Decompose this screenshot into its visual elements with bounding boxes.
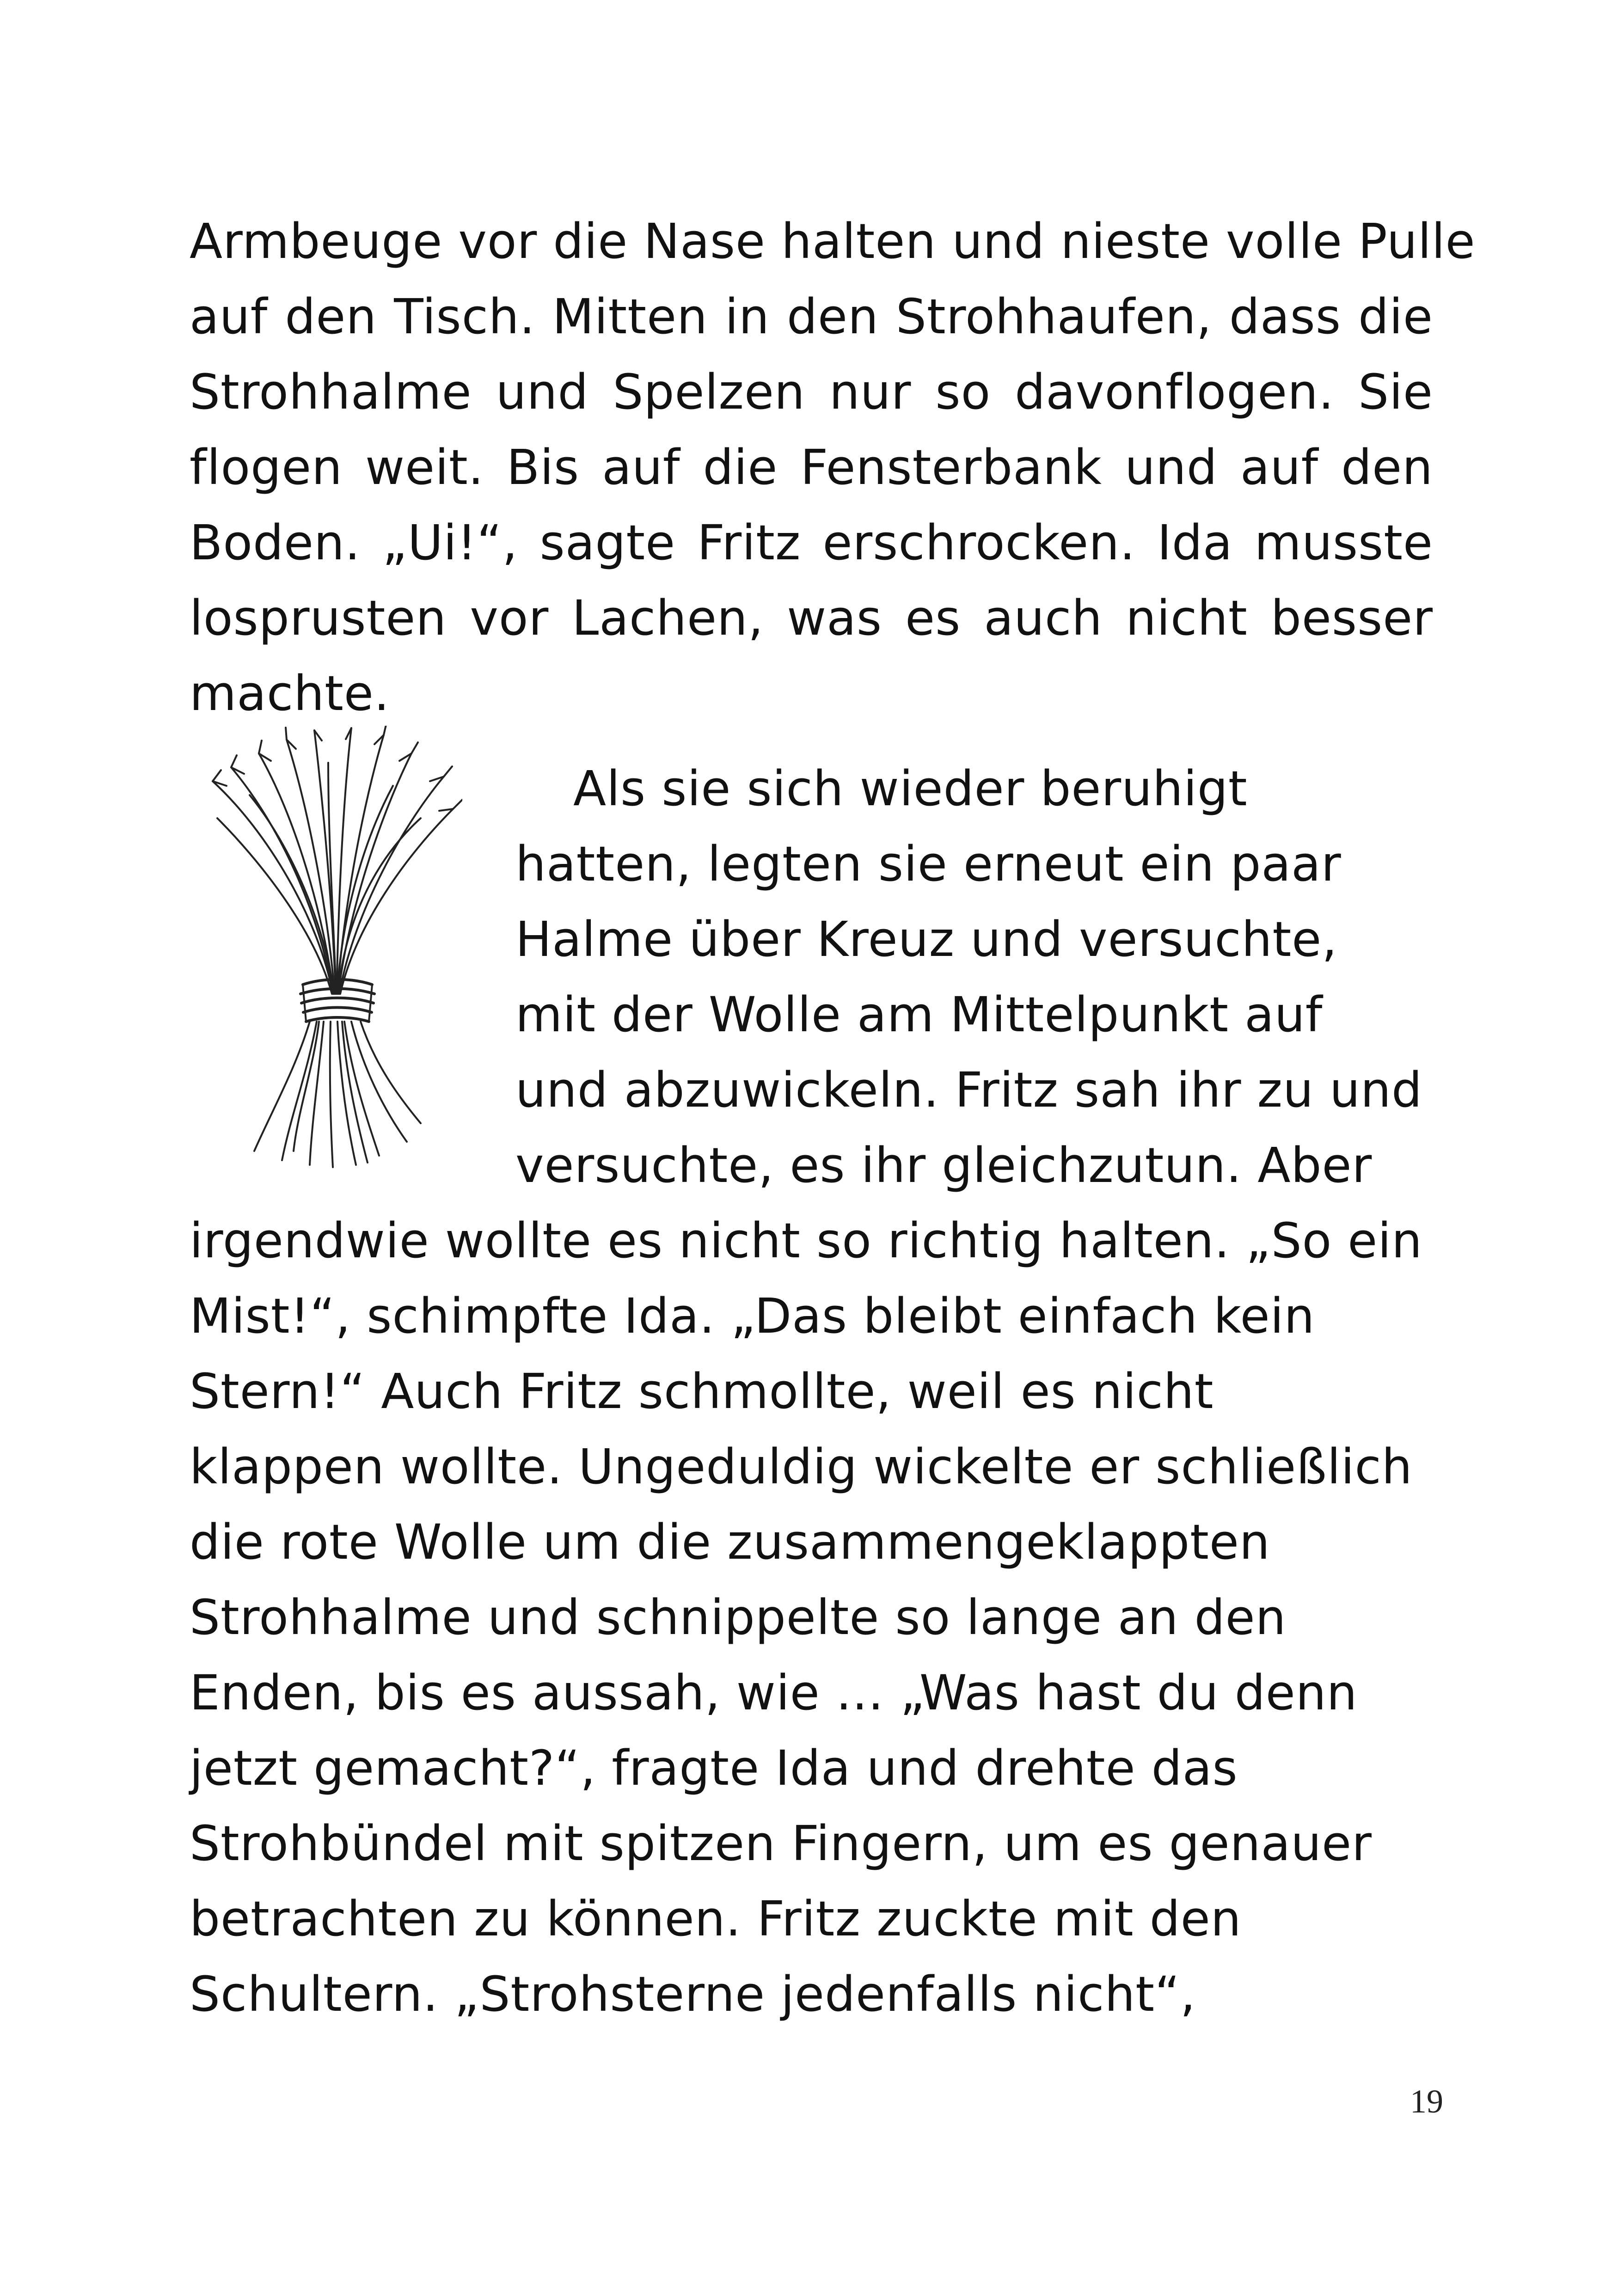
text-line-18: die rote Wolle um die zusammengeklappten [190,1514,1270,1570]
text-line-14: irgendwie wollte es nicht so richtig halten. „So ein [190,1212,1423,1269]
text-line-22: Strohbündel mit spitzen Fingern, um es genauer [190,1815,1372,1872]
text-line-1: Armbeuge vor die Nase halten und nieste volle Pulle [190,213,1476,269]
text-line-11: mit der Wolle am Mittelpunkt auf [515,986,1323,1043]
text-line-2: auf den Tisch. Mitten in den Strohhaufen, dass die [190,288,1433,345]
text-line-4: flogen weit. Bis auf die Fensterbank und auf den [190,439,1433,496]
text-line-3: Strohhalme und Spelzen nur so davonflogen. Sie [190,364,1433,420]
text-line-17: klappen wollte. Ungeduldig wickelte er schließlich [190,1439,1413,1495]
text-line-13: versuchte, es ihr gleichzutun. Aber [515,1137,1373,1194]
text-line-9: hatten, legten sie erneut ein paar [515,836,1342,892]
text-line-8: Als sie sich wieder beruhigt [573,760,1248,817]
text-line-6: losprusten vor Lachen, was es auch nicht besser [190,590,1433,646]
text-line-15: Mist!“, schimpfte Ida. „Das bleibt einfach kein [190,1288,1315,1344]
text-line-16: Stern!“ Auch Fritz schmollte, weil es nicht [190,1363,1214,1420]
text-line-24: Schultern. „Strohsterne jedenfalls nicht“, [190,1966,1196,2022]
text-line-12: und abzuwickeln. Fritz sah ihr zu und [515,1062,1422,1118]
text-line-5: Boden. „Ui!“, sagte Fritz erschrocken. Ida musste [190,514,1433,571]
text-line-23: betrachten zu können. Fritz zuckte mit den [190,1891,1242,1947]
straw-bundle-icon [203,726,462,1169]
text-line-7: machte. [190,665,390,722]
text-line-19: Strohhalme und schnippelte so lange an den [190,1589,1287,1646]
text-line-20: Enden, bis es aussah, wie … „Was hast du denn [190,1665,1358,1721]
text-line-10: Halme über Kreuz und versuchte, [515,911,1338,967]
page-number: 19 [1410,2083,1443,2120]
text-line-21: jetzt gemacht?“, fragte Ida und drehte das [190,1740,1238,1796]
